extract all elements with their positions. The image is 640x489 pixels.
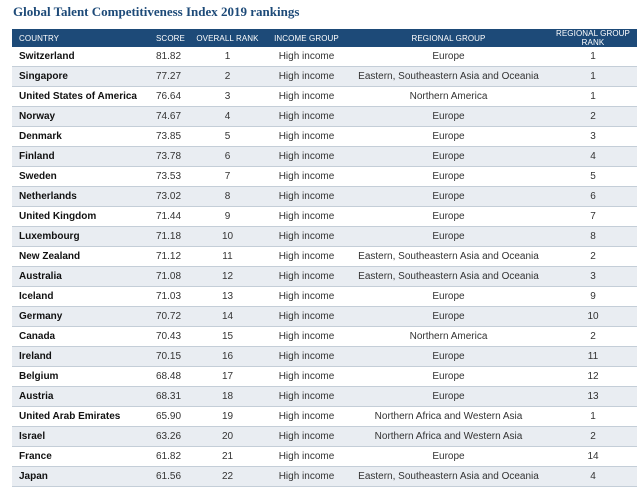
cell-income-group: High income — [265, 387, 348, 407]
cell-regional-group-rank: 2 — [549, 427, 637, 447]
cell-score: 81.82 — [146, 47, 190, 67]
cell-income-group: High income — [265, 267, 348, 287]
cell-score: 74.67 — [146, 107, 190, 127]
cell-country: France — [12, 447, 146, 467]
cell-regional-group-rank: 7 — [549, 207, 637, 227]
cell-score: 70.15 — [146, 347, 190, 367]
cell-regional-group: Europe — [348, 207, 549, 227]
cell-country: New Zealand — [12, 247, 146, 267]
cell-overall-rank: 12 — [190, 267, 265, 287]
cell-regional-group: Europe — [348, 367, 549, 387]
cell-income-group: High income — [265, 407, 348, 427]
cell-overall-rank: 18 — [190, 387, 265, 407]
cell-income-group: High income — [265, 347, 348, 367]
cell-score: 73.78 — [146, 147, 190, 167]
table-row — [12, 247, 637, 267]
cell-regional-group-rank: 2 — [549, 247, 637, 267]
cell-overall-rank: 21 — [190, 447, 265, 467]
table-row — [12, 127, 637, 147]
cell-income-group: High income — [265, 427, 348, 447]
cell-score: 70.72 — [146, 307, 190, 327]
cell-country: Sweden — [12, 167, 146, 187]
table-header-row — [12, 29, 637, 47]
cell-regional-group: Europe — [348, 107, 549, 127]
cell-regional-group-rank: 9 — [549, 287, 637, 307]
cell-country: Finland — [12, 147, 146, 167]
table-row — [12, 207, 637, 227]
cell-country: Singapore — [12, 67, 146, 87]
cell-score: 73.02 — [146, 187, 190, 207]
column-header-country: COUNTRY — [12, 29, 146, 47]
cell-regional-group-rank: 12 — [549, 367, 637, 387]
table-row — [12, 347, 637, 367]
cell-score: 71.08 — [146, 267, 190, 287]
cell-income-group: High income — [265, 87, 348, 107]
cell-regional-group: Europe — [348, 447, 549, 467]
cell-score: 61.56 — [146, 467, 190, 487]
cell-regional-group: Northern America — [348, 327, 549, 347]
cell-regional-group: Northern Africa and Western Asia — [348, 407, 549, 427]
cell-country: Belgium — [12, 367, 146, 387]
cell-income-group: High income — [265, 67, 348, 87]
cell-regional-group-rank: 3 — [549, 267, 637, 287]
cell-country: Austria — [12, 387, 146, 407]
cell-regional-group-rank: 8 — [549, 227, 637, 247]
cell-overall-rank: 11 — [190, 247, 265, 267]
cell-overall-rank: 15 — [190, 327, 265, 347]
cell-score: 61.82 — [146, 447, 190, 467]
table-row — [12, 307, 637, 327]
cell-regional-group-rank: 13 — [549, 387, 637, 407]
cell-income-group: High income — [265, 207, 348, 227]
cell-income-group: High income — [265, 107, 348, 127]
column-header-score: SCORE — [146, 29, 190, 47]
cell-overall-rank: 8 — [190, 187, 265, 207]
cell-score: 71.44 — [146, 207, 190, 227]
cell-overall-rank: 6 — [190, 147, 265, 167]
cell-income-group: High income — [265, 367, 348, 387]
cell-regional-group: Eastern, Southeastern Asia and Oceania — [348, 247, 549, 267]
table-row — [12, 67, 637, 87]
table-row — [12, 387, 637, 407]
cell-regional-group-rank: 6 — [549, 187, 637, 207]
cell-country: Israel — [12, 427, 146, 447]
table-row — [12, 467, 637, 487]
column-header-regional-group: REGIONAL GROUP — [348, 29, 549, 47]
cell-income-group: High income — [265, 467, 348, 487]
table-row — [12, 227, 637, 247]
page-title: Global Talent Competitiveness Index 2019 rankings — [13, 4, 300, 19]
cell-regional-group-rank: 10 — [549, 307, 637, 327]
cell-overall-rank: 17 — [190, 367, 265, 387]
cell-country: United States of America — [12, 87, 146, 107]
cell-regional-group: Europe — [348, 47, 549, 67]
cell-score: 68.48 — [146, 367, 190, 387]
cell-country: Japan — [12, 467, 146, 487]
cell-income-group: High income — [265, 127, 348, 147]
cell-overall-rank: 5 — [190, 127, 265, 147]
cell-overall-rank: 4 — [190, 107, 265, 127]
cell-country: Germany — [12, 307, 146, 327]
cell-score: 71.03 — [146, 287, 190, 307]
rankings-table — [12, 29, 637, 487]
cell-regional-group: Eastern, Southeastern Asia and Oceania — [348, 267, 549, 287]
cell-regional-group: Europe — [348, 167, 549, 187]
cell-overall-rank: 14 — [190, 307, 265, 327]
cell-income-group: High income — [265, 327, 348, 347]
cell-income-group: High income — [265, 167, 348, 187]
cell-regional-group: Europe — [348, 187, 549, 207]
cell-score: 71.12 — [146, 247, 190, 267]
column-header-income-group: INCOME GROUP — [265, 29, 348, 47]
cell-country: Luxembourg — [12, 227, 146, 247]
column-header-overall-rank: OVERALL RANK — [190, 29, 265, 47]
cell-score: 73.53 — [146, 167, 190, 187]
cell-country: Iceland — [12, 287, 146, 307]
cell-overall-rank: 13 — [190, 287, 265, 307]
cell-overall-rank: 22 — [190, 467, 265, 487]
cell-regional-group: Europe — [348, 227, 549, 247]
cell-country: United Kingdom — [12, 207, 146, 227]
cell-country: Denmark — [12, 127, 146, 147]
table-row — [12, 147, 637, 167]
table-body — [12, 47, 637, 487]
cell-regional-group-rank: 3 — [549, 127, 637, 147]
cell-score: 77.27 — [146, 67, 190, 87]
table-row — [12, 47, 637, 67]
cell-income-group: High income — [265, 247, 348, 267]
cell-regional-group-rank: 1 — [549, 47, 637, 67]
cell-regional-group: Europe — [348, 387, 549, 407]
cell-regional-group: Northern America — [348, 87, 549, 107]
cell-overall-rank: 10 — [190, 227, 265, 247]
cell-score: 70.43 — [146, 327, 190, 347]
cell-regional-group: Europe — [348, 347, 549, 367]
table-row — [12, 407, 637, 427]
table-row — [12, 327, 637, 347]
cell-score: 65.90 — [146, 407, 190, 427]
table-row — [12, 267, 637, 287]
cell-score: 63.26 — [146, 427, 190, 447]
table-row — [12, 87, 637, 107]
table-row — [12, 167, 637, 187]
cell-income-group: High income — [265, 447, 348, 467]
cell-regional-group: Europe — [348, 127, 549, 147]
table-row — [12, 367, 637, 387]
cell-country: Netherlands — [12, 187, 146, 207]
cell-income-group: High income — [265, 287, 348, 307]
table-row — [12, 187, 637, 207]
cell-overall-rank: 1 — [190, 47, 265, 67]
column-header-regional-group-rank: REGIONAL GROUP RANK — [549, 29, 637, 47]
cell-regional-group-rank: 1 — [549, 407, 637, 427]
cell-income-group: High income — [265, 227, 348, 247]
cell-regional-group-rank: 1 — [549, 87, 637, 107]
cell-regional-group: Eastern, Southeastern Asia and Oceania — [348, 467, 549, 487]
table-row — [12, 107, 637, 127]
cell-regional-group-rank: 1 — [549, 67, 637, 87]
cell-regional-group: Northern Africa and Western Asia — [348, 427, 549, 447]
cell-score: 76.64 — [146, 87, 190, 107]
cell-score: 73.85 — [146, 127, 190, 147]
cell-overall-rank: 20 — [190, 427, 265, 447]
cell-overall-rank: 7 — [190, 167, 265, 187]
cell-income-group: High income — [265, 147, 348, 167]
cell-country: Canada — [12, 327, 146, 347]
cell-score: 71.18 — [146, 227, 190, 247]
cell-income-group: High income — [265, 307, 348, 327]
cell-overall-rank: 9 — [190, 207, 265, 227]
cell-regional-group: Europe — [348, 287, 549, 307]
cell-regional-group: Europe — [348, 307, 549, 327]
cell-overall-rank: 16 — [190, 347, 265, 367]
table-row — [12, 447, 637, 467]
cell-regional-group-rank: 5 — [549, 167, 637, 187]
table-row — [12, 427, 637, 447]
cell-regional-group-rank: 4 — [549, 467, 637, 487]
cell-income-group: High income — [265, 47, 348, 67]
cell-overall-rank: 19 — [190, 407, 265, 427]
cell-country: Australia — [12, 267, 146, 287]
cell-overall-rank: 3 — [190, 87, 265, 107]
cell-income-group: High income — [265, 187, 348, 207]
cell-regional-group-rank: 2 — [549, 107, 637, 127]
cell-overall-rank: 2 — [190, 67, 265, 87]
cell-regional-group-rank: 11 — [549, 347, 637, 367]
cell-score: 68.31 — [146, 387, 190, 407]
cell-regional-group-rank: 4 — [549, 147, 637, 167]
cell-country: Norway — [12, 107, 146, 127]
cell-country: United Arab Emirates — [12, 407, 146, 427]
cell-regional-group: Europe — [348, 147, 549, 167]
cell-country: Ireland — [12, 347, 146, 367]
cell-regional-group-rank: 2 — [549, 327, 637, 347]
table-row — [12, 287, 637, 307]
cell-regional-group: Eastern, Southeastern Asia and Oceania — [348, 67, 549, 87]
cell-regional-group-rank: 14 — [549, 447, 637, 467]
cell-country: Switzerland — [12, 47, 146, 67]
